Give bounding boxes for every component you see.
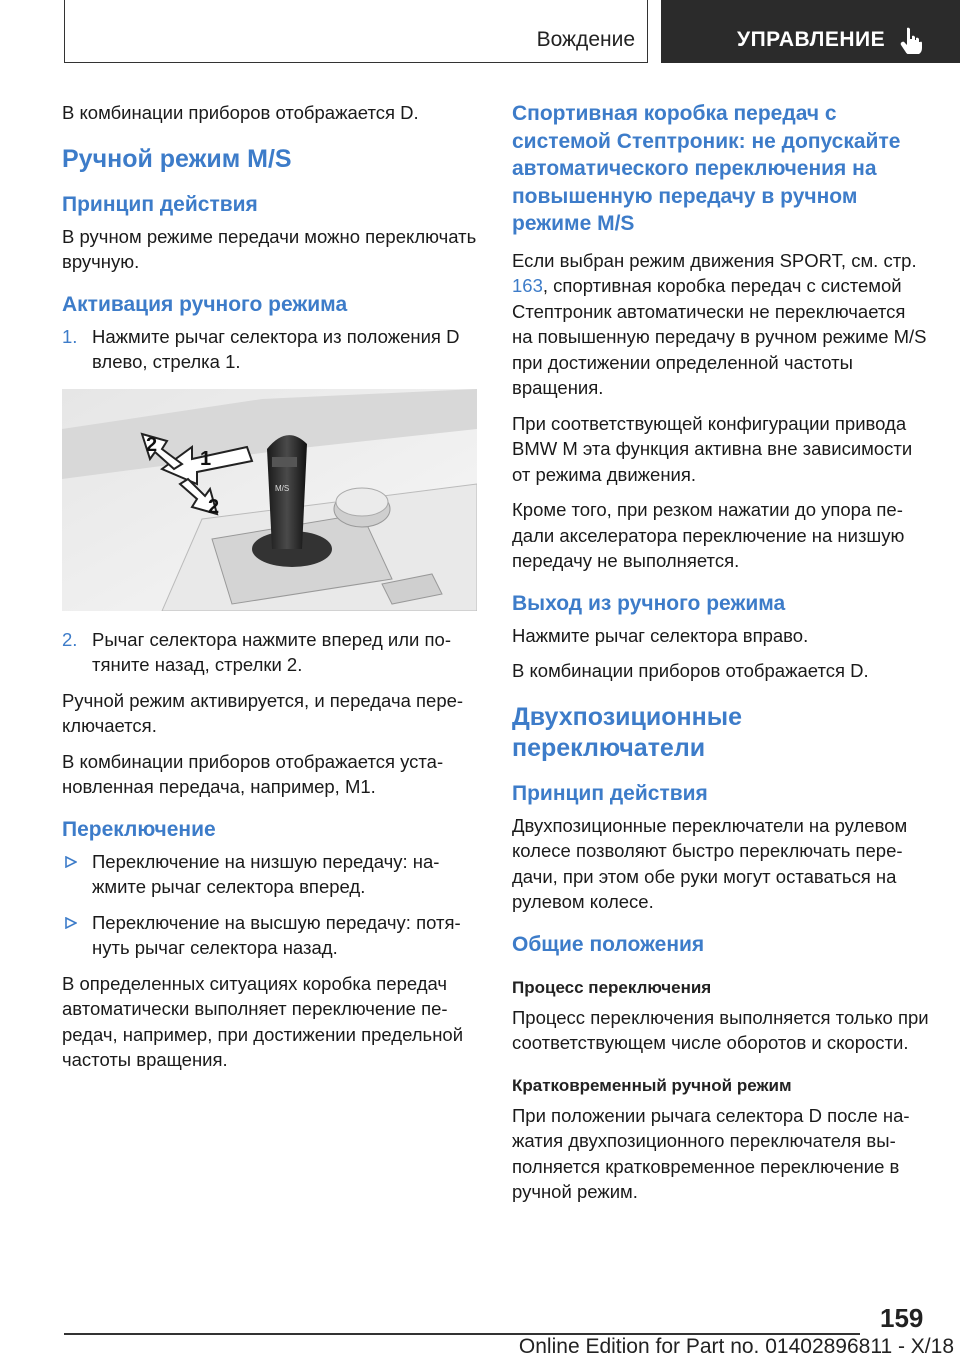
bullet-downshift [62,849,477,900]
header-tab [64,0,648,63]
header-tab-label: Вождение [536,28,635,51]
auto-shift-paragraph: В определенных ситуациях коробка передач автоматически выполняет переключение передач, например, при достижении предельной частоты вращения. [62,972,464,1070]
heading-exit-manual: Выход из ручного режима [512,591,786,615]
step-1-number: 1. [62,325,78,347]
heading-shifting: Переключение [62,817,216,841]
page-reference-link[interactable]: 163 [512,275,543,296]
process-paragraph: Процесс переключения выполняется только при соответствующем числе оборотов и скорости. [512,1006,929,1053]
shown-gear-paragraph: В комбинации приборов отображается установленная передача, например, M1. [62,750,444,797]
step-1 [62,324,477,375]
heading-general: Общие положения [512,932,705,956]
header-section [661,0,960,63]
heading-principle-2: Принцип действия [512,781,708,805]
step-2 [62,627,477,678]
triangle-bullet-icon [65,917,77,929]
exit-paragraph-1: Нажмите рычаг селектора вправо. [512,624,809,646]
activated-paragraph: Ручной режим активируется, и передача переключается. [62,689,464,736]
kickdown-paragraph: Кроме того, при резком нажатии до упора педали акселератора переключение на низшую передачу не выполняется. [512,499,905,571]
header-section-label: УПРАВЛЕНИЕ [737,28,886,51]
gear-selector-illustration [62,389,477,611]
temporary-paragraph: При положении рычага селектора D после нажатия двухпозиционного переключателя выполняется кратковременное переключение в ручной режим. [512,1104,910,1202]
left-column [62,100,477,1083]
figure-label-2-top: 2 [146,433,158,456]
triangle-bullet-icon [65,856,77,868]
exit-paragraph-2: В комбинации приборов отображается D. [512,660,869,681]
step-2-number: 2. [62,628,78,650]
lever-ms-label: M/S [275,483,290,493]
steering-hand-icon [898,26,924,54]
intro-paragraph: В комбинации приборов отображается D. [62,102,419,123]
page-number: 159 [880,1303,924,1333]
figure-label-2-bottom: 2 [208,495,220,518]
bullet-upshift [62,910,477,961]
sport-text-before: Если выбран режим движения SPORT, см. стр. [512,249,917,271]
paddles-paragraph: Двухпозиционные переключатели на рулевом колесе позволяют быстро переключать передачи, при этом обе руки могут оставаться на рулевом колесе. [512,814,908,912]
step-1-text: Нажмите рычаг селектора из положения D влево, стрелка 1. [92,325,460,372]
heading-manual-mode: Ручной режим M/S [62,144,292,173]
step-2-text: Рычаг селектора нажмите вперед или потяните назад, стрелки 2. [92,628,451,675]
bullet-downshift-text: Переключение на низшую передачу: нажмите рычаг селектора вперед. [92,850,440,897]
heading-principle: Принцип действия [62,192,258,216]
heading-shift-process: Процесс переключения [512,977,712,997]
principle-paragraph: В ручном режиме передачи можно переключать вручную. [62,225,477,272]
bullet-upshift-text: Переключение на высшую передачу: потянуть рычаг селектора назад. [92,911,461,958]
bmw-m-paragraph: При соответствующей конфигурации привода BMW M эта функция активна вне зависимости от режима движения. [512,412,913,485]
heading-temporary-manual: Кратковременный ручной режим [512,1075,792,1095]
sport-paragraph [512,248,930,401]
heading-paddle-shifters: Двухпозиционные переключатели [512,702,742,762]
heading-activation: Активация ручного режима [62,292,348,316]
heading-sport-steptronic: Спортивная коробка передач с системой Стептроник: не допускайте автоматического переключения на повышенную передачу в ручном режиме M/S [512,102,901,235]
right-column [512,100,930,1215]
sport-text-after: , спортивная коробка передач с системой Стептроник автоматически не переключается на повышенную передачу в ручном режиме M/S при достижении определенной частоты вращения. [512,275,927,398]
footer-edition: Online Edition for Part no. 01402896811 - X/18 [518,1335,954,1358]
gear-selector-figure [62,389,477,611]
figure-label-1: 1 [200,447,212,470]
